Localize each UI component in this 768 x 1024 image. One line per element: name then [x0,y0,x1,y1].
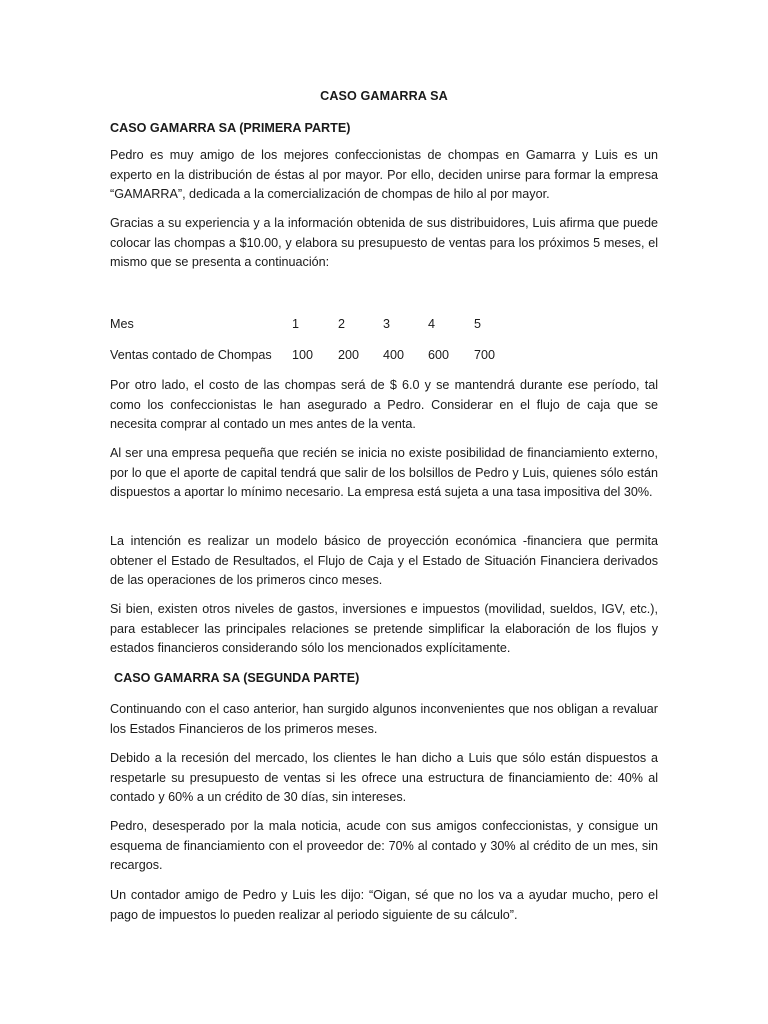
table-cell: 600 [428,348,450,362]
table-row-label: Ventas contado de Chompas [110,348,272,362]
paragraph: Por otro lado, el costo de las chompas será de $ 6.0 y se mantendrá durante ese período, tal como los confeccionistas le han asegurado a Pedro. Considerar en el flujo de caja que se necesita comprar al contado un mes antes de la venta. [110,378,658,432]
table-cell: 700 [474,348,496,362]
part2-heading: CASO GAMARRA SA (SEGUNDA PARTE) [114,671,360,685]
table-cell: 2 [338,317,346,331]
table-cell: 400 [383,348,405,362]
table-cell: 1 [292,317,300,331]
table-cell: 4 [428,317,436,331]
table-cell: 200 [338,348,360,362]
paragraph: Si bien, existen otros niveles de gastos, inversiones e impuestos (movilidad, sueldos, IGV, etc.), para establecer las principales relaciones se pretende simplificar la elaboración de los flujos y estados financieros considerando sólo los mencionados explícitamente. [110,602,658,656]
paragraph: Pedro es muy amigo de los mejores confeccionistas de chompas en Gamarra y Luis es un experto en la distribución de éstas al por mayor. Por ello, deciden unirse para formar la empresa “GAMARRA”, dedicada a la comercialización de chompas de hilo al por mayor. [110,148,658,202]
table-cell: 100 [292,348,314,362]
paragraph: Debido a la recesión del mercado, los clientes le han dicho a Luis que sólo están dispuestos a respetarle su presupuesto de ventas si les ofrece una estructura de financiamiento de: 40% al contado y 60% a un crédito de 30 días, sin intereses. [110,751,658,805]
document-title: CASO GAMARRA SA [320,89,448,103]
paragraph: Gracias a su experiencia y a la información obtenida de sus distribuidores, Luis afirma que puede colocar las chompas a $10.00, y elabora su presupuesto de ventas para los próximos 5 meses, el mismo que se presenta a continuación: [110,216,658,270]
paragraph: La intención es realizar un modelo básico de proyección económica -financiera que permita obtener el Estado de Resultados, el Flujo de Caja y el Estado de Situación Financiera derivados de las operaciones de los primeros cinco meses. [110,534,658,588]
table-cell: 5 [474,317,482,331]
paragraph: Al ser una empresa pequeña que recién se inicia no existe posibilidad de financiamiento externo, por lo que el aporte de capital tendrá que salir de los bolsillos de Pedro y Luis, quienes sólo están dispuestos a aportar lo mínimo necesario. La empresa está sujeta a una tasa impositiva del 30%. [110,446,658,500]
part1-heading: CASO GAMARRA SA (PRIMERA PARTE) [110,121,351,135]
paragraph: Pedro, desesperado por la mala noticia, acude con sus amigos confeccionistas, y consigue un esquema de financiamiento con el proveedor de: 70% al contado y 30% al crédito de un mes, sin recargos. [110,819,658,873]
table-cell: 3 [383,317,391,331]
table-row-label: Mes [110,317,134,331]
paragraph: Un contador amigo de Pedro y Luis les dijo: “Oigan, sé que no los va a ayudar mucho, pero el pago de impuestos lo pueden realizar al periodo siguiente de su cálculo”. [110,888,658,922]
paragraph: Continuando con el caso anterior, han surgido algunos inconvenientes que nos obligan a revaluar los Estados Financieros de los primeros meses. [110,702,658,736]
